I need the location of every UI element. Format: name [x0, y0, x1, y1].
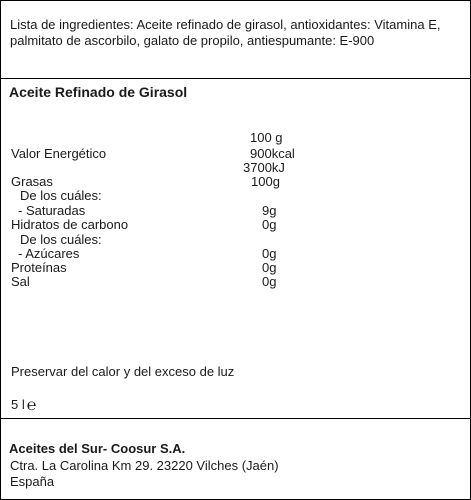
ingredients-line-1: Lista de ingredientes: Aceite refinado de girasol, antioxidantes: Vitamina E,: [10, 17, 441, 32]
ingredients-line-2: palmitato de ascorbilo, galato de propilo, antiespumante: E-900: [10, 33, 375, 48]
nutrient-value-carbohydrates: 0g: [262, 217, 277, 232]
net-volume-value: 5 l: [11, 397, 25, 412]
estimated-sign-icon: ℮: [26, 397, 37, 414]
nutrient-label-of-which-carbs: De los cuáles:: [20, 232, 102, 247]
energy-kj-value: 3700kJ: [243, 160, 285, 175]
nutrient-value-protein: 0g: [262, 260, 277, 275]
energy-label: Valor Energético: [11, 146, 107, 161]
nutrition-portion-header: 100 g: [250, 130, 283, 145]
ingredients-panel: [1, 1, 470, 79]
nutrient-value-fat: 100g: [251, 174, 280, 189]
nutrition-panel: [1, 79, 470, 419]
company-name: Aceites del Sur- Coosur S.A.: [9, 441, 186, 456]
nutrient-label-sugars: - Azúcares: [18, 246, 80, 261]
product-title: Aceite Refinado de Girasol: [9, 84, 188, 100]
nutrient-label-salt: Sal: [11, 274, 30, 289]
company-country: España: [10, 474, 55, 489]
nutrient-value-saturated: 9g: [262, 203, 277, 218]
nutrient-label-fat: Grasas: [11, 174, 53, 189]
company-address: Ctra. La Carolina Km 29. 23220 Vilches (Jaén): [10, 458, 279, 473]
net-volume: [11, 397, 36, 414]
nutrient-label-carbohydrates: Hidratos de carbono: [11, 217, 129, 232]
nutrient-label-of-which-fat: De los cuáles:: [20, 188, 102, 203]
energy-kcal-value: 900kcal: [250, 146, 295, 161]
nutrient-value-salt: 0g: [262, 274, 277, 289]
nutrient-label-protein: Proteínas: [11, 260, 67, 275]
storage-instructions: Preservar del calor y del exceso de luz: [11, 364, 235, 379]
company-panel: [1, 419, 470, 499]
nutrient-value-sugars: 0g: [262, 246, 277, 261]
nutrient-label-saturated: - Saturadas: [18, 203, 86, 218]
ingredients-list: [10, 17, 460, 49]
